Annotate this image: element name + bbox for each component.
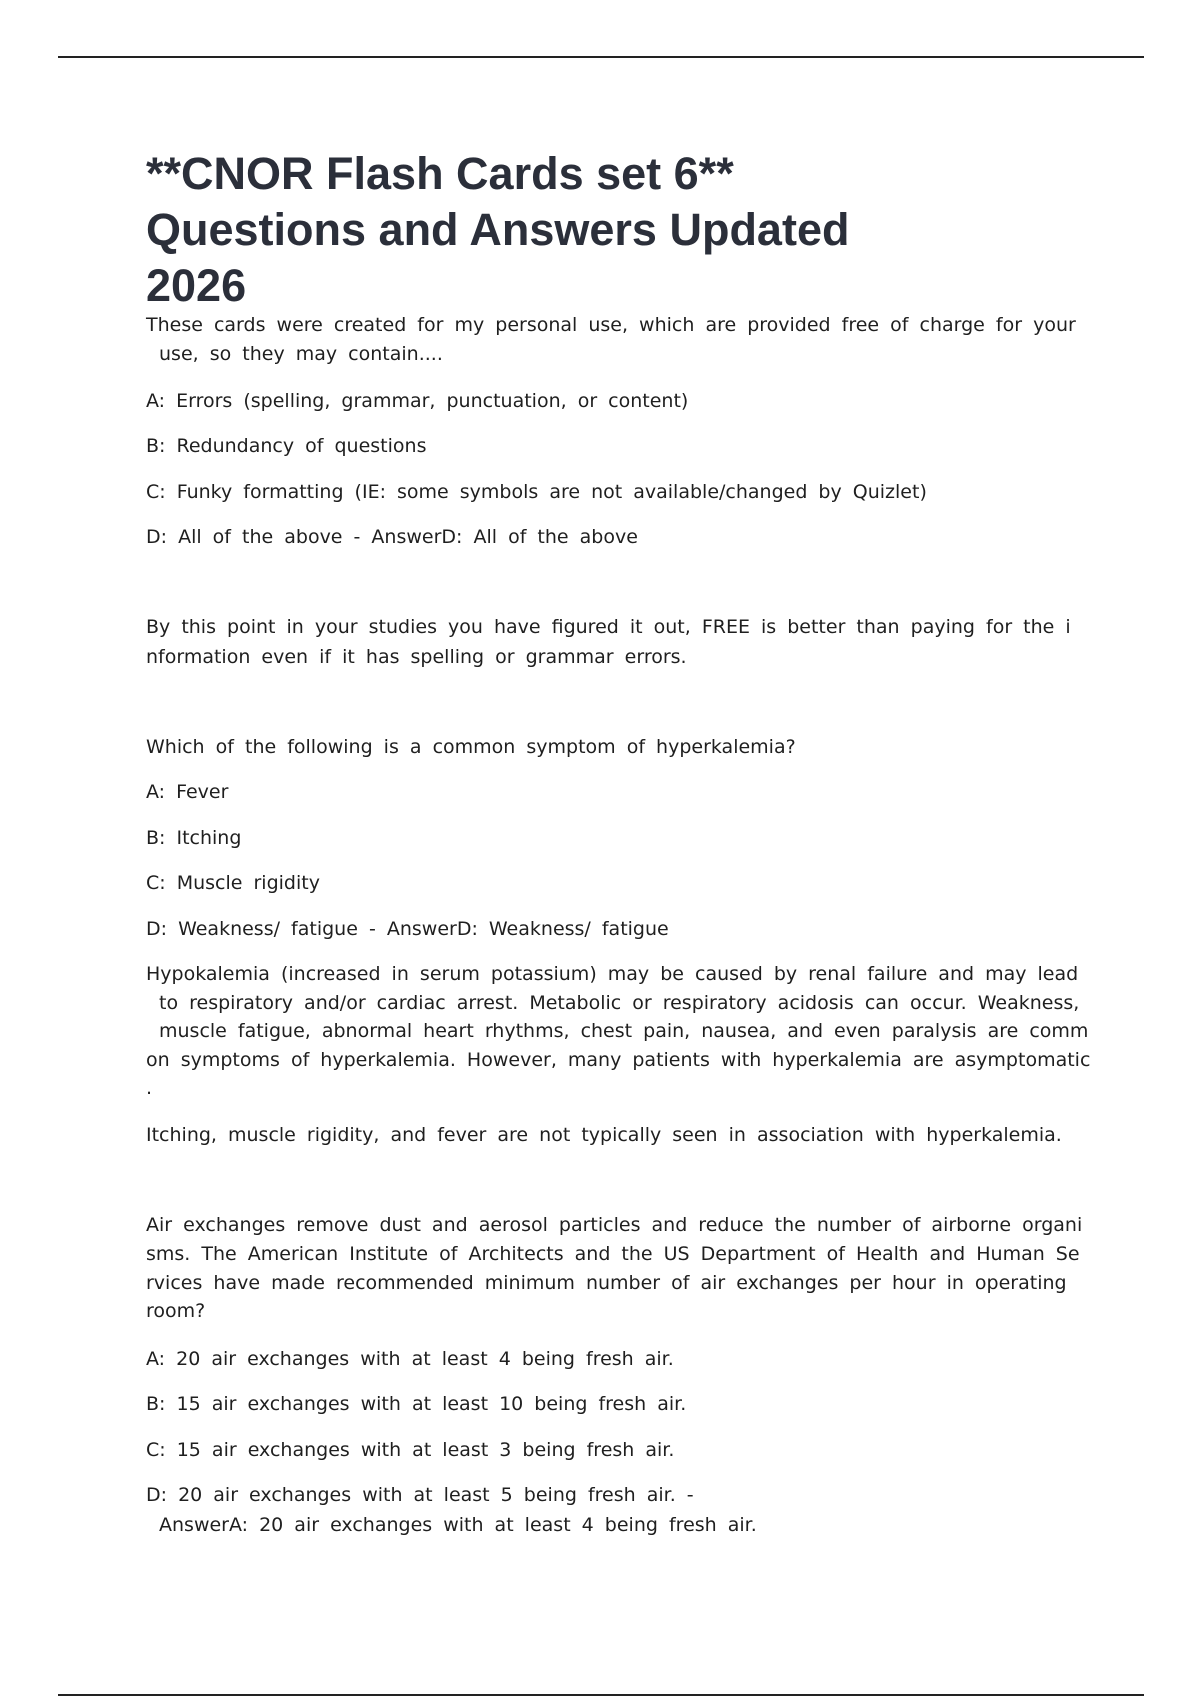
q1-explanation-line: on symptoms of hyperkalemia. However, many patients with hyperkalemia are asymptomatic	[146, 1049, 1091, 1071]
intro-question-line: use, so they may contain....	[159, 343, 443, 365]
footer-rule	[58, 1694, 1144, 1696]
title-line: 2026	[146, 260, 247, 311]
note-line: nformation even if it has spelling or grammar errors.	[146, 646, 687, 668]
q2-answer: AnswerA: 20 air exchanges with at least 4 being fresh air.	[159, 1514, 757, 1536]
q2-question-line: rvices have made recommended minimum number of air exchanges per hour in operating	[146, 1272, 1067, 1294]
q1-option-a: A: Fever	[146, 781, 229, 803]
title-line: **CNOR Flash Cards set 6**	[146, 148, 734, 199]
q2-option-a: A: 20 air exchanges with at least 4 being fresh air.	[146, 1348, 674, 1370]
intro-option-a: A: Errors (spelling, grammar, punctuation, or content)	[146, 390, 689, 412]
q1-explanation-line: muscle fatigue, abnormal heart rhythms, chest pain, nausea, and even paralysis are comm	[159, 1020, 1089, 1042]
q1-option-c: C: Muscle rigidity	[146, 872, 320, 894]
q1-explanation-line: Hypokalemia (increased in serum potassium) may be caused by renal failure and may lead	[146, 963, 1079, 985]
q1-question: Which of the following is a common symptom of hyperkalemia?	[146, 736, 796, 758]
intro-question-line: These cards were created for my personal use, which are provided free of charge for your	[146, 314, 1076, 336]
intro-option-c: C: Funky formatting (IE: some symbols are not available/changed by Quizlet)	[146, 481, 927, 503]
note-line: By this point in your studies you have figured it out, FREE is better than paying for the i	[146, 616, 1071, 638]
q1-option-b: B: Itching	[146, 827, 242, 849]
header-rule	[58, 56, 1144, 58]
title-line: Questions and Answers Updated	[146, 204, 850, 255]
q1-explanation-2: Itching, muscle rigidity, and fever are not typically seen in association with hyperkalemia.	[146, 1124, 1062, 1146]
q2-question-line: Air exchanges remove dust and aerosol particles and reduce the number of airborne organi	[146, 1214, 1083, 1236]
document-title	[146, 146, 946, 314]
q1-explanation-line: .	[146, 1077, 153, 1099]
q2-option-d: D: 20 air exchanges with at least 5 being fresh air. -	[146, 1484, 694, 1506]
q1-explanation-line: to respiratory and/or cardiac arrest. Metabolic or respiratory acidosis can occur. Weakness,	[159, 992, 1080, 1014]
q2-option-c: C: 15 air exchanges with at least 3 being fresh air.	[146, 1439, 675, 1461]
q2-option-b: B: 15 air exchanges with at least 10 being fresh air.	[146, 1393, 687, 1415]
q2-question-line: sms. The American Institute of Architects and the US Department of Health and Human Se	[146, 1243, 1080, 1265]
intro-option-b: B: Redundancy of questions	[146, 435, 427, 457]
intro-option-d-answer: D: All of the above - AnswerD: All of the above	[146, 526, 638, 548]
q1-option-d-answer: D: Weakness/ fatigue - AnswerD: Weakness/ fatigue	[146, 918, 669, 940]
q2-question-line: room?	[146, 1300, 206, 1322]
